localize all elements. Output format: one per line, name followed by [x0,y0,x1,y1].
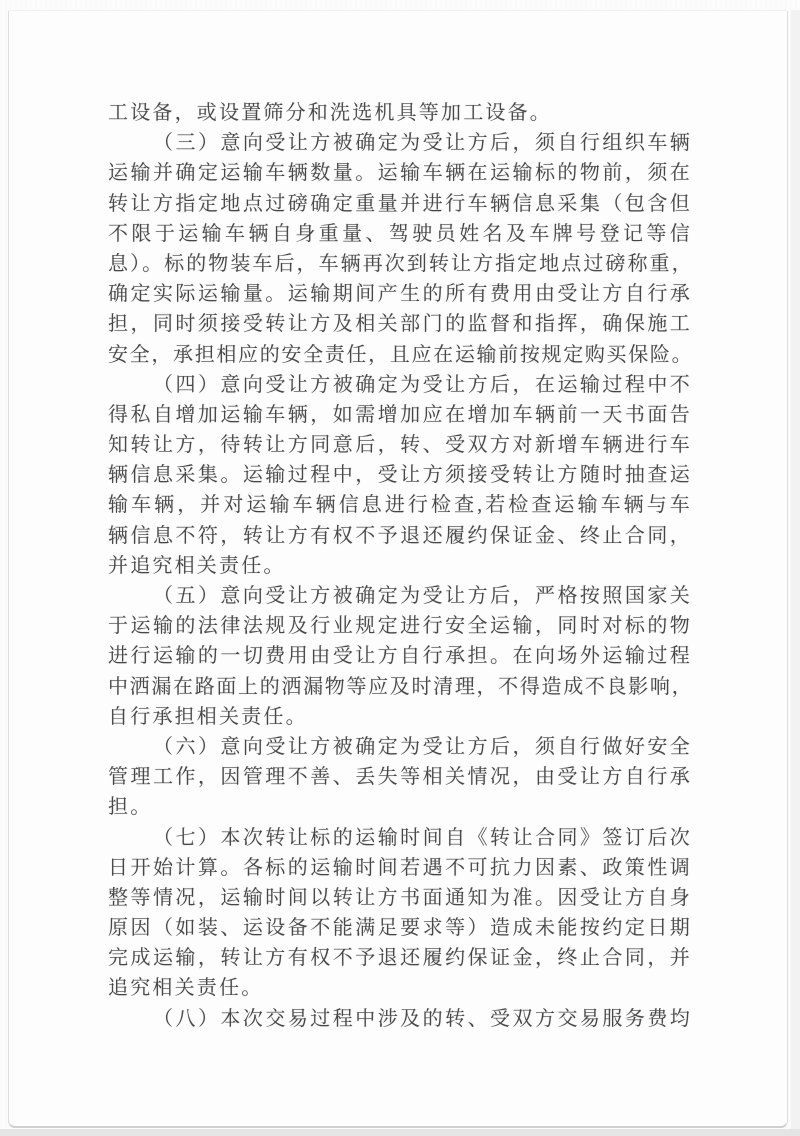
text-line: 管理工作，因管理不善、丢失等相关情况，由受让方自行承 [108,766,692,789]
text-line: 进行运输的一切费用由受让方自行承担。在向场外运输过程 [108,645,692,668]
page-bottom-shadow [0,1129,800,1136]
text-line: 息）。标的物装车后，车辆再次到转让方指定地点过磅称重， [108,252,692,275]
text-line: （三）意向受让方被确定为受让方后，须自行组织车辆 [153,132,692,155]
text-line: （八）本次交易过程中涉及的转、受双方交易服务费均 [153,1007,692,1030]
text-line: 工设备，或设置筛分和洗选机具等加工设备。 [108,102,552,124]
text-line: 知转让方，待转让方同意后，转、受双方对新增车辆进行车 [108,434,692,457]
text-line: 输车辆，并对运输车辆信息进行检查,若检查运输车辆与车 [108,494,692,517]
text-line: 担，同时须接受转让方及相关部门的监督和指挥，确保施工 [108,313,692,336]
text-line: 担。 [108,796,153,819]
text-line: 中洒漏在路面上的洒漏物等应及时清理，不得造成不良影响， [108,675,692,698]
text-line: 辆信息采集。运输过程中，受让方须接受转让方随时抽查运 [108,464,692,487]
text-line: 确定实际运输量。运输期间产生的所有费用由受让方自行承 [108,283,692,306]
text-line: （六）意向受让方被确定为受让方后，须自行做好安全 [153,735,692,758]
text-line: 运输并确定运输车辆数量。运输车辆在运输标的物前，须在 [108,162,692,185]
page-right-shadow [791,10,800,1129]
text-line: 日开始计算。各标的运输时间若遇不可抗力因素、政策性调 [108,856,692,879]
text-line: （七）本次转让标的运输时间自《转让合同》签订后次 [153,826,692,849]
text-line: 得私自增加运输车辆，如需增加应在增加车辆前一天书面告 [108,403,692,426]
text-line: 辆信息不符，转让方有权不予退还履约保证金、终止合同， [108,524,692,547]
text-line: （四）意向受让方被确定为受让方后，在运输过程中不 [153,373,692,396]
text-line: 于运输的法律法规及行业规定进行安全运输，同时对标的物 [108,615,692,638]
document-text [108,98,692,1034]
text-line: 整等情况，运输时间以转让方书面通知为准。因受让方自身 [108,886,692,909]
text-line: 转让方指定地点过磅确定重量并进行车辆信息采集（包含但 [108,192,692,215]
text-line: 原因（如装、运设备不能满足要求等）造成未能按约定日期 [108,917,692,940]
text-line: （五）意向受让方被确定为受让方后，严格按照国家关 [153,585,692,607]
text-line: 安全，承担相应的安全责任，且应在运输前按规定购买保险。 [108,343,692,366]
text-line: 自行承担相关责任。 [108,705,308,728]
text-line: 并追究相关责任。 [108,554,286,577]
text-line: 追究相关责任。 [108,977,264,1000]
text-line: 不限于运输车辆自身重量、驾驶员姓名及车牌号登记等信 [108,222,692,245]
text-line: 完成运输，转让方有权不予退还履约保证金，终止合同，并 [108,947,692,970]
